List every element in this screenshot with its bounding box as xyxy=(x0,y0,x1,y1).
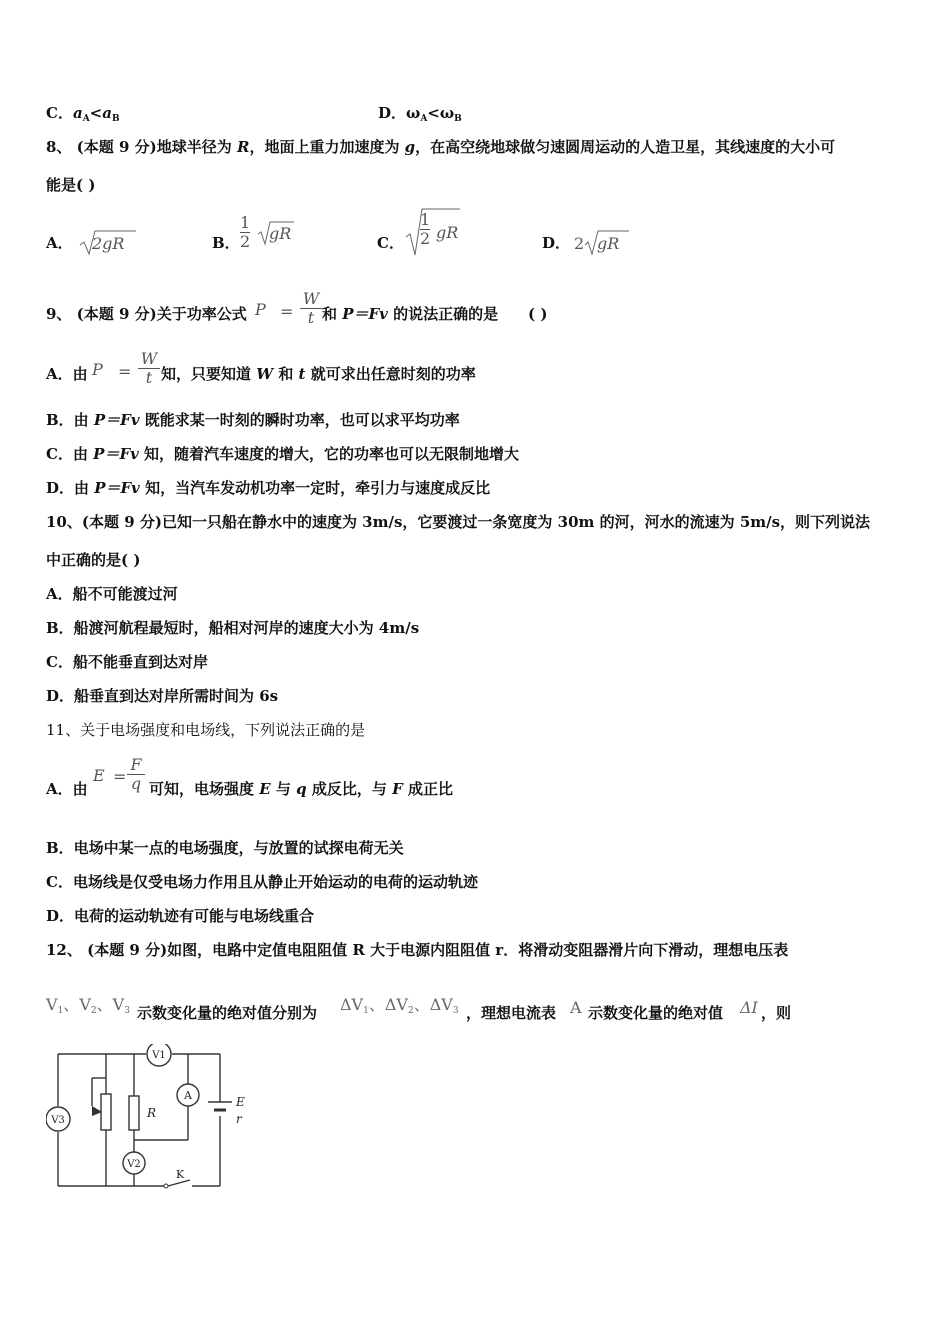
q10-stem-line2: 中正确的是( ) xyxy=(46,551,141,569)
q7-option-c: C．$a_A<a_B$ xyxy=(46,104,120,124)
q8-stem-line1: 8、 (本题 9 分)地球半径为 R，地面上重力加速度为 g，在高空绕地球做匀速圆周运动的人造卫星，其线速度的大小可 xyxy=(46,138,836,156)
q9-option-c: C．由 P＝Fv 知，随着汽车速度的增大，它的功率也可以无限制地增大 xyxy=(46,445,520,463)
q8-option-a-expr: 2gR xyxy=(78,229,138,261)
q10-option-a: A．船不可能渡过河 xyxy=(46,585,178,603)
q8-option-c: C． xyxy=(377,234,404,252)
q9-option-d: D．由 P＝Fv 知，当汽车发动机功率一定时，牵引力与速度成反比 xyxy=(46,479,491,497)
circuit-diagram xyxy=(46,1044,252,1194)
q8-stem-line2: 能是( ) xyxy=(46,176,96,194)
q12-stem-line2d: ，则 xyxy=(761,1004,792,1022)
q12-stem-line2b: ，理想电流表 xyxy=(466,1004,557,1022)
label-k: K xyxy=(176,1168,185,1181)
q9-option-a: A．由 xyxy=(46,365,88,383)
q10-option-b: B．船渡河航程最短时，船相对河岸的速度大小为 4m/s xyxy=(46,619,420,637)
label-v3: V3 xyxy=(51,1115,65,1126)
q11-stem: 11、关于电场强度和电场线，下列说法正确的是 xyxy=(46,721,366,739)
q11-option-c: C．电场线是仅受电场力作用且从静止开始运动的电荷的运动轨迹 xyxy=(46,873,478,891)
switch-contact xyxy=(164,1184,168,1188)
q8-option-d: D． xyxy=(542,234,571,252)
q12-delta-v-list: $\Delta V_1$、$\Delta V_2$、$\Delta V_3$ xyxy=(340,995,459,1016)
q9-stem-cont: 和 P＝Fv 的说法正确的是 xyxy=(322,305,499,323)
q12-delta-i: ΔI xyxy=(740,998,758,1017)
q12-stem-line2a: 示数变化量的绝对值分别为 xyxy=(137,1004,318,1022)
label-a: A xyxy=(184,1089,192,1102)
q8-option-b: B． xyxy=(212,234,240,252)
label-v1: V1 xyxy=(152,1050,166,1061)
q12-stem-line1: 12、 (本题 9 分)如图，电路中定值电阻阻值 R 大于电源内阻阻值 r．将滑动变阻器滑片向下滑动，理想电压表 xyxy=(46,941,789,959)
q12-ammeter-symbol: A xyxy=(570,998,582,1017)
label-r-internal: r xyxy=(236,1112,242,1126)
q12-stem-line2c: 示数变化量的绝对值 xyxy=(588,1004,724,1022)
q8-option-a: A． xyxy=(46,234,73,252)
q9-option-a-text: 知，只要知道 W 和 t 就可求出任意时刻的功率 xyxy=(161,365,476,383)
q11-option-a-text: 可知，电场强度 E 与 q 成反比，与 F 成正比 xyxy=(149,780,453,798)
resistor-r xyxy=(129,1096,139,1130)
q10-stem-line1: 10、(本题 9 分)已知一只船在静水中的速度为 3m/s，它要渡过一条宽度为 30m 的河，河水的流速为 5m/s，则下列说法 xyxy=(46,513,871,531)
q9-stem: 9、 (本题 9 分)关于功率公式 xyxy=(46,305,247,323)
q9-option-b: B．由 P＝Fv 既能求某一时刻的瞬时功率，也可以求平均功率 xyxy=(46,411,460,429)
q11-option-d: D．电荷的运动轨迹有可能与电场线重合 xyxy=(46,907,315,925)
rheostat xyxy=(101,1094,111,1130)
label-v2: V2 xyxy=(127,1159,141,1170)
q11-option-b: B．电场中某一点的电场强度，与放置的试探电荷无关 xyxy=(46,839,404,857)
label-e: E xyxy=(236,1095,245,1109)
q12-voltmeter-list: $V_1$、$V_2$、$V_3$ xyxy=(46,995,130,1016)
q11-option-a: A．由 xyxy=(46,780,88,798)
q10-option-d: D．船垂直到达对岸所需时间为 6s xyxy=(46,687,279,705)
q7-option-d: D．$\omega_A<\omega_B$ xyxy=(378,104,462,124)
q9-answer-paren: ( ) xyxy=(528,305,548,323)
label-r-resistor: R xyxy=(147,1106,157,1120)
q10-option-c: C．船不能垂直到达对岸 xyxy=(46,653,208,671)
q8-option-c-expr: $\frac{1}{2}$ gR xyxy=(404,207,462,261)
